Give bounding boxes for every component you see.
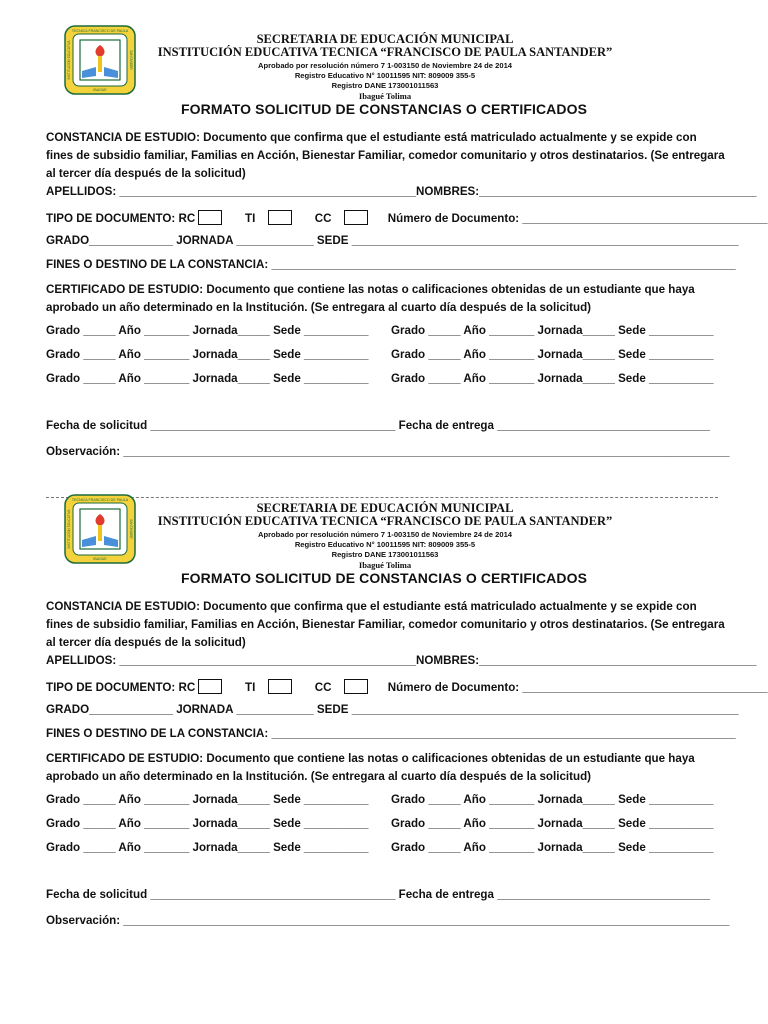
grado-entry[interactable]: Grado _____ Año _______ Jornada_____ Sede __________ [46,348,369,361]
grado-entry[interactable]: Grado _____ Año _______ Jornada_____ Sede __________ [46,324,369,337]
header-registro-dane: Registro DANE 173001011563 [331,550,439,559]
logo-bottom-text: IBAGUE [93,557,107,561]
numero-documento-field[interactable]: Número de Documento: ______________________________________ [387,681,768,694]
cc-checkbox[interactable] [344,679,368,694]
cc-label: CC [314,212,332,225]
header-registro-nit: Registro Educativo N° 10011595 NIT: 809009 355-5 [294,540,476,549]
header-registro-nit: Registro Educativo N° 10011595 NIT: 809009 355-5 [294,71,476,80]
fechas-field[interactable]: Fecha de solicitud ______________________________________ Fecha de entrega _________________________________ [46,419,710,432]
grado-jornada-sede-field[interactable]: GRADO_____________ JORNADA ____________ SEDE ____________________________________________________________ [46,234,739,247]
rc-checkbox[interactable] [198,210,222,225]
grado-entry[interactable]: Grado _____ Año _______ Jornada_____ Sede __________ [391,372,714,385]
header-institucion: INSTITUCIÓN EDUCATIVA TECNICA “FRANCISCO DE PAULA SANTANDER” [157,45,613,59]
cc-label: CC [314,681,332,694]
form-title: FORMATO SOLICITUD DE CONSTANCIAS O CERTIFICADOS [180,101,588,117]
apellidos-nombres-field[interactable]: APELLIDOS: ______________________________________________NOMBRES:___________________________________________ [46,185,757,198]
certificado-description: CERTIFICADO DE ESTUDIO: Documento que contiene las notas o calificaciones obtenidas de un estudiante que haya aprobado un año determinado en la Institución. (Se entregara al cuarto día después de la solicitud) [46,283,695,314]
grado-entry[interactable]: Grado _____ Año _______ Jornada_____ Sede __________ [391,817,714,830]
logo-bottom-text: IBAGUE [93,88,107,92]
grado-entry[interactable]: Grado _____ Año _______ Jornada_____ Sede __________ [391,841,714,854]
constancia-description: CONSTANCIA DE ESTUDIO: Documento que confirma que el estudiante está matriculado actualmente y se expide con fines de subsidio familiar, Familias en Acción, Bienestar Familiar, comedor comunitario y otros destinatarios. (Se entregara al tercer día después de la solicitud) [46,600,725,649]
header-resolucion: Aprobado por resolución número 7 1-003150 de Noviembre 24 de 2014 [257,530,513,539]
apellidos-nombres-field[interactable]: APELLIDOS: ______________________________________________NOMBRES:___________________________________________ [46,654,757,667]
school-crest-icon [63,493,137,565]
ti-label: TI [245,681,256,694]
fines-destino-field[interactable]: FINES O DESTINO DE LA CONSTANCIA: ________________________________________________________________________ [46,727,736,740]
cc-checkbox[interactable] [344,210,368,225]
fines-destino-field[interactable]: FINES O DESTINO DE LA CONSTANCIA: ________________________________________________________________________ [46,258,736,271]
grado-jornada-sede-field[interactable]: GRADO_____________ JORNADA ____________ SEDE ____________________________________________________________ [46,703,739,716]
ti-label: TI [245,212,256,225]
grado-entry[interactable]: Grado _____ Año _______ Jornada_____ Sede __________ [391,348,714,361]
rc-checkbox[interactable] [198,679,222,694]
tipo-documento-label: TIPO DE DOCUMENTO: RC [46,212,196,225]
header-institucion: INSTITUCIÓN EDUCATIVA TECNICA “FRANCISCO DE PAULA SANTANDER” [157,514,613,528]
ti-checkbox[interactable] [268,210,292,225]
observacion-field[interactable]: Observación: ______________________________________________________________________________________________ [46,914,730,927]
header-secretaria: SECRETARIA DE EDUCACIÓN MUNICIPAL [256,501,514,515]
grado-entry[interactable]: Grado _____ Año _______ Jornada_____ Sede __________ [391,324,714,337]
form-title: FORMATO SOLICITUD DE CONSTANCIAS O CERTIFICADOS [180,570,588,586]
logo-right-text: SANTANDER [129,519,133,539]
header-secretaria: SECRETARIA DE EDUCACIÓN MUNICIPAL [256,32,514,46]
logo-top-text: TECNICA FRANCISCO DE PAULA [71,498,129,502]
header-ciudad: Ibagué Tolima [358,91,412,101]
grado-entry[interactable]: Grado _____ Año _______ Jornada_____ Sede __________ [46,841,369,854]
grado-entry[interactable]: Grado _____ Año _______ Jornada_____ Sede __________ [46,372,369,385]
grado-entry[interactable]: Grado _____ Año _______ Jornada_____ Sede __________ [46,793,369,806]
grado-entry[interactable]: Grado _____ Año _______ Jornada_____ Sede __________ [391,793,714,806]
school-crest-icon [63,24,137,96]
observacion-field[interactable]: Observación: ______________________________________________________________________________________________ [46,445,730,458]
logo-right-text: SANTANDER [129,50,133,70]
tipo-documento-label: TIPO DE DOCUMENTO: RC [46,681,196,694]
numero-documento-field[interactable]: Número de Documento: ______________________________________ [387,212,768,225]
logo-left-text: INSTITUCION EDUCATIVA [67,40,71,80]
ti-checkbox[interactable] [268,679,292,694]
request-form-1 [0,20,768,490]
constancia-description: CONSTANCIA DE ESTUDIO: Documento que confirma que el estudiante está matriculado actualmente y se expide con fines de subsidio familiar, Familias en Acción, Bienestar Familiar, comedor comunitario y otros destinatarios. (Se entregara al tercer día después de la solicitud) [46,131,725,180]
fechas-field[interactable]: Fecha de solicitud ______________________________________ Fecha de entrega _________________________________ [46,888,710,901]
header-resolucion: Aprobado por resolución número 7 1-003150 de Noviembre 24 de 2014 [257,61,513,70]
tipo-documento-row [46,210,767,225]
grado-entry[interactable]: Grado _____ Año _______ Jornada_____ Sede __________ [46,817,369,830]
header-registro-dane: Registro DANE 173001011563 [331,81,439,90]
header-ciudad: Ibagué Tolima [358,560,412,570]
request-form-2 [0,489,768,959]
logo-top-text: TECNICA FRANCISCO DE PAULA [71,29,129,33]
certificado-description: CERTIFICADO DE ESTUDIO: Documento que contiene las notas o calificaciones obtenidas de un estudiante que haya aprobado un año determinado en la Institución. (Se entregara al cuarto día después de la solicitud) [46,752,695,783]
tipo-documento-row [46,679,767,694]
logo-left-text: INSTITUCION EDUCATIVA [67,509,71,549]
